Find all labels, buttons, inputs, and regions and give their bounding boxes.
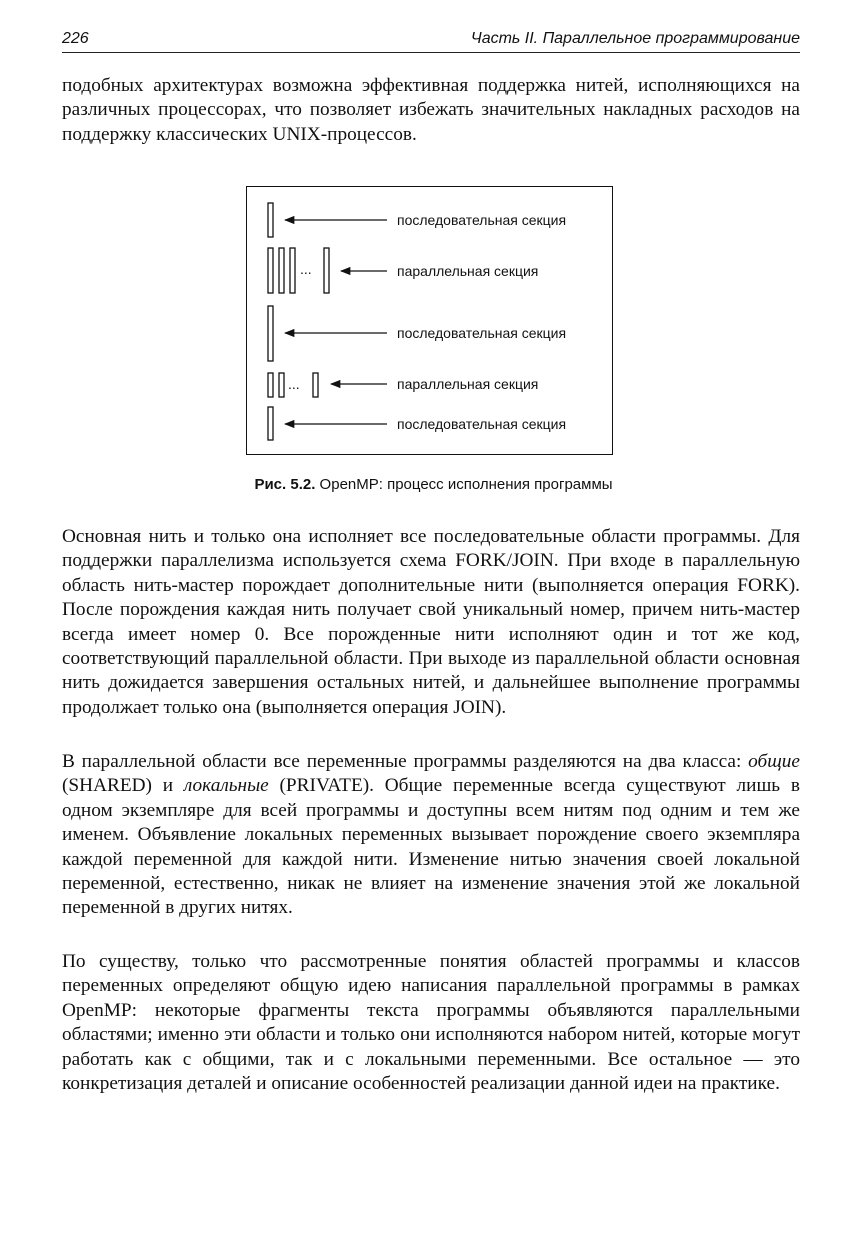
section-label-sequential: последовательная секция <box>397 416 567 432</box>
thread-bar <box>279 248 284 293</box>
thread-bar-master <box>268 407 273 440</box>
term-shared: общие <box>748 751 800 772</box>
thread-bar-master <box>268 306 273 361</box>
figure-openmp-execution <box>246 186 613 455</box>
thread-bar <box>313 373 318 397</box>
thread-ellipsis: ... <box>300 261 312 277</box>
section-label-sequential: последовательная секция <box>397 325 567 341</box>
running-header <box>62 28 800 53</box>
figure-number: Рис. 5.2. <box>254 476 316 493</box>
section-label-parallel: параллельная секция <box>397 376 539 392</box>
thread-bar <box>268 373 273 397</box>
paragraph-summary: По существу, только что рассмотренные понятия областей программы и классов переменных определяют общую идею написания параллельной программы в рамках OpenMP: некоторые фрагменты текста программы объявляются параллельными областями; именно эти области и только они исполняются набором нитей, которые могут работать как с общими, так и с локальными переменными. Все остальное — это конкретизация деталей и описание особенностей реализации данной идеи на практике. <box>62 951 800 1095</box>
thread-bar-master <box>268 203 273 237</box>
thread-bar <box>268 248 273 293</box>
thread-bar <box>324 248 329 293</box>
chapter-title: Часть II. Параллельное программирование <box>470 30 800 47</box>
paragraph-variables-part: (PRIVATE). Общие переменные всегда существуют лишь в одном экземпляре для всей программы и доступны всем нитям под одним и тем же именем. Объявление локальных переменных вызывает порождение своего экземпляра каждой переменной для каждой нити. Изменение нитью значения своей локальной переменной, естественно, никак не влияет на изменение значения этой же локальной переменной в других нитях. <box>62 775 800 919</box>
figure-caption-text: OpenMP: процесс исполнения программы <box>315 476 613 493</box>
section-label-parallel: параллельная секция <box>397 263 539 279</box>
paragraph-variables <box>62 750 800 921</box>
paragraph-fork-join: Основная нить и только она исполняет все последовательные области программы. Для поддержки параллелизма используется схема FORK/JOIN. При входе в параллельную область нить-мастер порождает дополнительные нити (выполняется операция FORK). После порождения каждая нить получает свой уникальный номер, причем нить-мастер всегда имеет номер 0. Все порожденные нити исполняют один и тот же код, соответствующий параллельной области. При выходе из параллельной области основная нить дожидается завершения остальных нитей, и дальнейшее выполнение программы продолжает только она (выполняется операция JOIN). <box>62 526 800 718</box>
term-private: локальные <box>183 775 269 797</box>
page-number: 226 <box>62 30 89 47</box>
thread-bar <box>290 248 295 293</box>
paragraph-variables-part: (SHARED) и <box>62 775 184 797</box>
section-label-sequential: последовательная секция <box>397 212 567 228</box>
thread-bar <box>279 373 284 397</box>
figure-caption <box>0 476 867 493</box>
paragraph-variables-part: В параллельной области все переменные программы разделяются на два класса: <box>62 751 749 772</box>
thread-ellipsis: ... <box>288 376 300 392</box>
paragraph-intro: подобных архитектурах возможна эффективная поддержка нитей, исполняющихся на различных процессорах, что позволяет избежать значительных накладных расходов на поддержку классических UNIX-процессов. <box>62 75 800 145</box>
